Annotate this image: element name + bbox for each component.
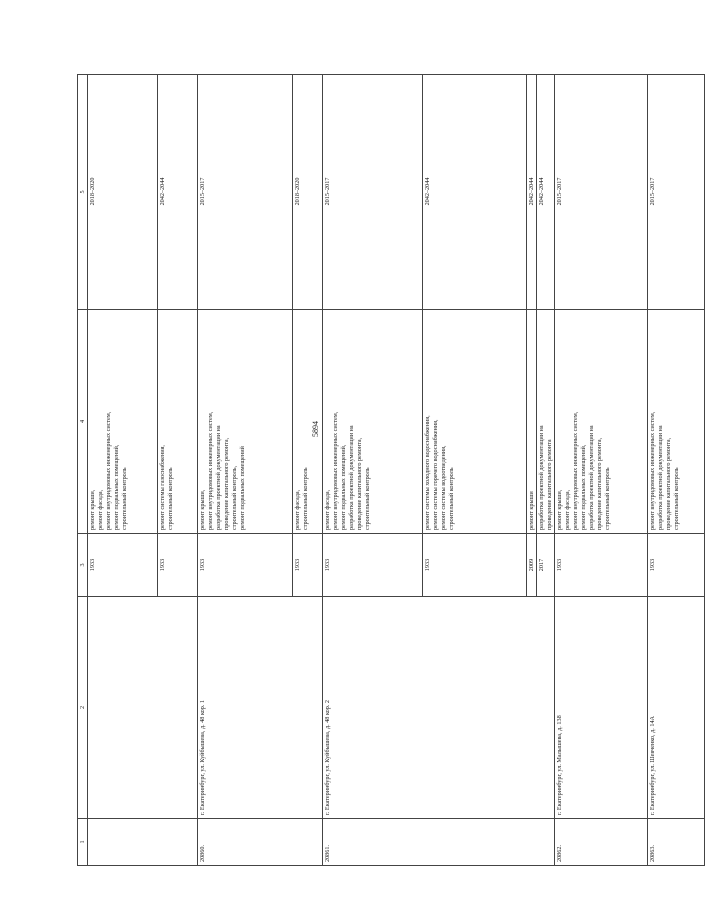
works-line: ремонт внутридомовых инженерных систем, — [649, 411, 656, 530]
year-cell: 2017 — [537, 534, 555, 597]
record-number-cell: 20860. — [198, 819, 323, 866]
period-cell: 2018–2020 — [293, 75, 323, 310]
table-row — [555, 75, 648, 866]
works-line: ремонт фасада, — [324, 489, 331, 530]
works-line: ремонт внутридомовых инженерных систем, — [332, 411, 339, 530]
works-line: ремонт внутридомовых инженерных систем, — [105, 411, 112, 530]
table-row — [648, 75, 705, 866]
works-line: проведение капитального ремонта, — [665, 437, 672, 530]
record-number-cell: 20862. — [555, 819, 648, 866]
works-line: проведение капитального ремонта, — [356, 437, 363, 530]
header-row — [78, 75, 88, 866]
works-line: разработка проектной документации на — [588, 425, 595, 530]
works-line: проведение капитального ремонта, — [596, 437, 603, 530]
header-cell-2: 2 — [78, 597, 88, 819]
table-row — [88, 75, 158, 866]
address-cell: г. Екатеринбург, ул. Шевченко, д. 14А — [648, 597, 705, 819]
year-cell: 1933 — [423, 534, 527, 597]
period-cell: 2015–2017 — [198, 75, 293, 310]
works-line: ремонт подвальных помещений — [239, 446, 246, 530]
year-cell: 2009 — [527, 534, 537, 597]
works-cell — [423, 310, 527, 534]
table-row — [198, 75, 293, 866]
works-line: строительный контроль — [167, 467, 174, 530]
works-line: ремонт подвальных помещений, — [340, 444, 347, 530]
header-cell-3: 3 — [78, 534, 88, 597]
works-cell — [158, 310, 198, 534]
year-cell: 1933 — [323, 534, 423, 597]
works-line: разработка проектной документации на — [348, 425, 355, 530]
record-number-cell — [88, 819, 198, 866]
works-line: ремонт подвальных помещений, — [113, 444, 120, 530]
works-line: ремонт крыши, — [556, 489, 563, 530]
works-line: разработка проектной документации на — [657, 425, 664, 530]
works-line: ремонт системы газоснабжения, — [159, 445, 166, 530]
works-line: строительный контроль, — [231, 465, 238, 530]
year-cell: 1933 — [648, 534, 705, 597]
works-line: ремонт фасада, — [294, 489, 301, 530]
repair-schedule-table — [77, 74, 705, 866]
works-line: ремонт фасада, — [564, 489, 571, 530]
works-line: строительный контроль — [673, 467, 680, 530]
address-cell — [88, 597, 198, 819]
record-number-cell: 20861. — [323, 819, 555, 866]
works-cell — [537, 310, 555, 534]
works-line: строительный контроль — [121, 467, 128, 530]
works-line: разработка проектной документации на — [215, 425, 222, 530]
works-line: ремонт системы водоотведения, — [440, 445, 447, 530]
table-body — [78, 75, 705, 866]
works-line: ремонт внутридомовых инженерных систем, — [572, 411, 579, 530]
period-cell: 2015–2017 — [648, 75, 705, 310]
works-cell — [323, 310, 423, 534]
year-cell: 1933 — [158, 534, 198, 597]
works-line: строительный контроль — [448, 467, 455, 530]
period-cell: 2042–2044 — [527, 75, 537, 310]
works-line: ремонт подвальных помещений, — [580, 444, 587, 530]
works-cell — [555, 310, 648, 534]
works-line: ремонт фасада, — [97, 489, 104, 530]
table-row — [323, 75, 423, 866]
period-cell: 2018–2020 — [88, 75, 158, 310]
works-line: строительный контроль — [364, 467, 371, 530]
year-cell: 1933 — [88, 534, 158, 597]
page-number: 5894 — [311, 421, 320, 437]
address-cell: г. Екатеринбург, ул. Куйбышева, д. 48 кор. 1 — [198, 597, 323, 819]
header-cell-1: 1 — [78, 819, 88, 866]
address-cell: г. Екатеринбург, ул. Куйбышева, д. 48 кор. 2 — [323, 597, 555, 819]
address-cell: г. Екатеринбург, ул. Малышева, д. 138 — [555, 597, 648, 819]
works-cell — [198, 310, 293, 534]
works-cell — [88, 310, 158, 534]
works-line: строительный контроль — [604, 467, 611, 530]
period-cell: 2042–2044 — [423, 75, 527, 310]
header-cell-5: 5 — [78, 75, 88, 310]
works-line: ремонт крыши, — [89, 489, 96, 530]
works-line: ремонт системы горячего водоснабжения, — [432, 419, 439, 530]
year-cell: 1933 — [293, 534, 323, 597]
works-line: разработка проектной документации на — [538, 425, 545, 530]
works-cell — [648, 310, 705, 534]
works-line: проведение капитального ремонта, — [223, 437, 230, 530]
header-cell-4: 4 — [78, 310, 88, 534]
year-cell: 1933 — [198, 534, 293, 597]
works-line: ремонт крыши, — [199, 489, 206, 530]
rotated-table-wrapper — [77, 80, 680, 866]
period-cell: 2015–2017 — [323, 75, 423, 310]
period-cell: 2042–2044 — [158, 75, 198, 310]
works-line: ремонт внутридомовых инженерных систем, — [207, 411, 214, 530]
period-cell: 2015–2017 — [555, 75, 648, 310]
works-line: ремонт крыши — [528, 491, 535, 530]
period-cell: 2042–2044 — [537, 75, 555, 310]
year-cell: 1933 — [555, 534, 648, 597]
works-line: ремонт системы холодного водоснабжения, — [424, 415, 431, 530]
works-cell — [527, 310, 537, 534]
record-number-cell: 20863. — [648, 819, 705, 866]
works-line: строительный контроль — [302, 467, 309, 530]
works-line: проведение капитального ремонта — [546, 439, 553, 530]
works-cell — [293, 310, 323, 534]
